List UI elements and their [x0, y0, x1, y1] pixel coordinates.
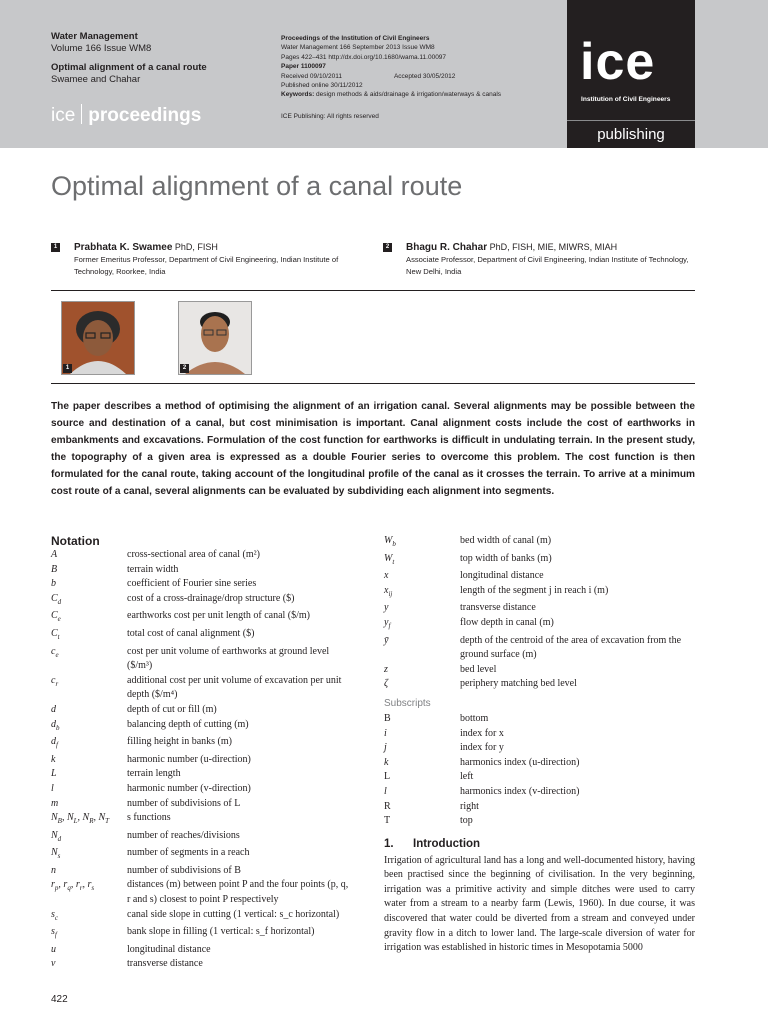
notation-definition: depth of the centroid of the area of excavation from the ground surface (m) — [460, 634, 682, 661]
brand-proceedings: proceedings — [88, 105, 202, 126]
notation-definition: cost of a cross-drainage/drop structure ($) — [127, 592, 295, 604]
notation-definition: terrain width — [127, 563, 179, 575]
notation-list-right — [384, 534, 695, 692]
section-heading — [384, 837, 695, 854]
author-affiliation: Associate Professor, Department of Civil Engineering, Indian Institute of Technology, New Delhi, India — [406, 255, 689, 276]
notation-row — [384, 616, 695, 634]
journal-volume: Volume 166 Issue WM8 — [51, 43, 152, 54]
notation-definition: earthworks cost per unit length of canal ($/m) — [127, 610, 310, 622]
notation-row — [51, 735, 351, 753]
notation-row — [384, 712, 695, 727]
notation-symbol: $s_f$ — [51, 926, 57, 940]
introduction-text: Irrigation of agricultural land has a long and well-documented history, having been practised since the beginning of civilisation. In the very beginning, irrigation was a primitive activity and simple ditches were used to carry water from a stream to a nearby farm (Lewis, 1960). In due course, it was discovered that water could be diverted from a stream and conveyed under gravity flow in a ditch to lower land. The large-scale diversion of water for irrigation was established in historic times in Mesopotamia 5000 — [384, 854, 695, 954]
notation-definition: additional cost per unit volume of excavation per unit depth ($/m⁴) — [127, 674, 342, 701]
notation-row — [51, 703, 351, 718]
author-degrees: PhD, FISH, MIE, MIWRS, MIAH — [487, 242, 618, 252]
notation-definition: depth of cut or fill (m) — [127, 703, 217, 715]
notation-definition: balancing depth of cutting (m) — [127, 718, 249, 730]
portrait-2-image — [179, 302, 251, 374]
notation-row — [51, 878, 351, 907]
notation-symbol: $y_f$ — [384, 616, 391, 630]
notation-definition: flow depth in canal (m) — [460, 616, 554, 628]
notation-definition: coefficient of Fourier sine series — [127, 578, 257, 590]
notation-symbol: z — [384, 663, 388, 675]
notation-symbol: $d_b$ — [51, 718, 60, 732]
keywords-text: design methods & aids/drainage & irrigation/waterways & canals — [314, 91, 502, 99]
notation-definition: transverse distance — [127, 958, 203, 970]
keywords-label: Keywords: — [281, 91, 315, 99]
author-block-2 — [406, 241, 696, 278]
notation-row — [51, 548, 351, 563]
notation-row — [51, 674, 351, 703]
notation-definition: canal side slope in cutting (1 vertical: s_c horizontal) — [127, 908, 340, 920]
notation-row — [384, 663, 695, 678]
logo-institution: Institution of Civil Engineers — [581, 96, 671, 103]
notation-definition: number of subdivisions of B — [127, 864, 241, 876]
notation-definition: cost per unit volume of earthworks at ground level ($/m³) — [127, 645, 330, 672]
logo-publishing: publishing — [597, 126, 665, 143]
journal-name: Water Management — [51, 31, 138, 42]
rights-statement: ICE Publishing: All rights reserved — [281, 112, 379, 120]
notation-row — [384, 584, 695, 602]
notation-symbol: $C_t$ — [51, 627, 60, 641]
notation-symbol: $d_f$ — [51, 736, 58, 750]
notation-row — [51, 846, 351, 864]
notation-symbol: x — [384, 570, 389, 582]
notation-symbol: $W_t$ — [384, 552, 395, 566]
author-number-1: 1 — [51, 243, 60, 252]
notation-definition: index for x — [460, 727, 504, 739]
notation-definition: longitudinal distance — [127, 943, 211, 955]
notation-symbol: $c_r$ — [51, 674, 59, 688]
notation-definition: cross-sectional area of canal (m²) — [127, 549, 260, 560]
notation-definition: total cost of canal alignment ($) — [127, 627, 255, 639]
proceedings-title: Proceedings of the Institution of Civil Engineers — [281, 35, 430, 42]
notation-symbol: d — [51, 703, 56, 715]
notation-definition: s functions — [127, 812, 171, 824]
notation-definition: bank slope in filling (1 vertical: s_f horizontal) — [127, 926, 315, 938]
notation-row — [51, 609, 351, 627]
notation-definition: longitudinal distance — [460, 570, 544, 582]
author-degrees: PhD, FISH — [172, 242, 218, 252]
notation-symbol: $N_s$ — [51, 847, 61, 861]
publication-details — [281, 34, 566, 121]
notation-definition: bed level — [460, 663, 497, 675]
notation-definition: harmonic number (u-direction) — [127, 753, 251, 765]
notation-row — [51, 563, 351, 578]
notation-symbol: $s_c$ — [51, 908, 59, 922]
notation-symbol: B — [384, 712, 391, 724]
notation-definition: distances (m) between point P and the four points (p, q, r and s) closest to point P respectively — [127, 879, 349, 906]
brand-ice: ice — [51, 105, 76, 126]
accepted-date: Accepted 30/05/2012 — [393, 72, 456, 80]
paper-number: Paper 1100097 — [281, 63, 326, 71]
notation-symbol: l — [384, 785, 387, 797]
notation-symbol: m — [51, 797, 59, 809]
subscripts-list — [384, 712, 695, 829]
received-date: Received 09/10/2011 — [281, 72, 342, 80]
notation-symbol: $c_e$ — [51, 645, 59, 659]
notation-row — [384, 677, 695, 692]
ice-publishing-logo — [567, 0, 695, 148]
notation-row — [384, 785, 695, 800]
notation-row — [384, 741, 695, 756]
portrait-1-image — [62, 302, 134, 374]
notation-list-left — [51, 548, 351, 972]
author-number-2: 2 — [383, 243, 392, 252]
notation-row — [51, 908, 351, 926]
running-authors: Swamee and Chahar — [51, 74, 141, 85]
notation-row — [51, 925, 351, 943]
notation-symbol: T — [384, 815, 391, 827]
divider — [51, 383, 695, 384]
notation-symbol: l — [51, 782, 54, 794]
notation-row — [51, 957, 351, 972]
notation-row — [384, 534, 695, 552]
notation-symbol: $x_{ij}$ — [384, 584, 393, 598]
author-name: Prabhata K. Swamee — [74, 242, 173, 253]
notation-row — [51, 718, 351, 736]
notation-row — [51, 811, 351, 829]
ice-proceedings-brand — [51, 104, 201, 127]
notation-definition: harmonics index (u-direction) — [460, 756, 580, 768]
notation-row — [51, 797, 351, 812]
right-column — [384, 534, 695, 956]
notation-row — [51, 943, 351, 958]
notation-symbol: n — [51, 864, 56, 876]
notation-row — [51, 753, 351, 768]
notation-row — [384, 727, 695, 742]
author-name: Bhagu R. Chahar — [406, 242, 488, 253]
notation-definition: top width of banks (m) — [460, 552, 552, 564]
notation-row — [384, 634, 695, 663]
notation-definition: length of the segment j in reach i (m) — [460, 584, 609, 596]
notation-symbol: y — [384, 602, 389, 614]
notation-symbol: b — [51, 578, 56, 590]
author-photo-1: 1 — [61, 301, 135, 375]
divider — [51, 290, 695, 291]
notation-symbol: k — [384, 756, 389, 768]
author-block-1 — [74, 241, 369, 278]
notation-symbol: j — [384, 742, 387, 754]
notation-row — [51, 864, 351, 879]
notation-row — [384, 814, 695, 829]
notation-row — [51, 577, 351, 592]
proceedings-issue: Water Management 166 September 2013 Issue WM8 — [281, 44, 435, 52]
notation-definition: number of reaches/divisions — [127, 829, 240, 841]
notation-heading: Notation — [51, 534, 100, 548]
notation-definition: transverse distance — [460, 602, 536, 614]
author-affiliation: Former Emeritus Professor, Department of Civil Engineering, Indian Institute of Technology, Roorkee, India — [74, 255, 339, 276]
notation-symbol: $C_d$ — [51, 592, 62, 606]
notation-symbol: $N_d$ — [51, 829, 62, 843]
keywords — [281, 90, 566, 99]
notation-symbol: A — [51, 549, 58, 560]
notation-row — [51, 645, 351, 674]
subscripts-heading: Subscripts — [384, 697, 431, 709]
notation-row — [51, 627, 351, 645]
notation-symbol: $W_b$ — [384, 535, 396, 548]
notation-symbol: L — [384, 771, 391, 783]
notation-definition: periphery matching bed level — [460, 678, 577, 690]
notation-symbol: v — [51, 958, 56, 970]
notation-row — [51, 782, 351, 797]
notation-definition: harmonic number (v-direction) — [127, 782, 251, 794]
notation-symbol: B — [51, 563, 58, 575]
notation-definition: number of segments in a reach — [127, 847, 250, 859]
notation-definition: index for y — [460, 742, 504, 754]
notation-row — [51, 829, 351, 847]
page-number: 422 — [51, 994, 68, 1005]
notation-symbol: $N_B$, $N_L$, $N_R$, $N_T$ — [51, 812, 110, 826]
notation-symbol: L — [51, 768, 57, 780]
proceedings-pages: Pages 422–431 http://dx.doi.org/10.1680/wama.11.00097 — [281, 53, 447, 61]
notation-definition: terrain length — [127, 768, 181, 780]
notation-symbol: $r_p$, $r_q$, $r_r$, $r_s$ — [51, 879, 95, 893]
logo-ice: ice — [580, 33, 656, 91]
running-title: Optimal alignment of a canal route — [51, 62, 207, 73]
notation-symbol: k — [51, 753, 56, 765]
published-date: Published online 30/11/2012 — [281, 82, 363, 90]
notation-definition: harmonics index (v-direction) — [460, 785, 580, 797]
abstract: The paper describes a method of optimising the alignment of an irrigation canal. Several alignments may be possible between the source and destination of a canal, but cost minimisation is important. Canal alignment costs include the cost of earthworks in embankments and excavations. Formulation of the cost function for earthworks is difficult in undulating terrain. In the present study, the topography of a given area is expressed as a double Fourier series to overcome this problem. The cost function is then formulated for the canal route, taking account of the longitudinal profile of the canal as it crosses the terrain. To arrive at a minimum cost route of a canal, several alignments can be evaluated by subdividing each alignment into segments. — [51, 401, 695, 497]
notation-row — [384, 569, 695, 584]
notation-row — [384, 770, 695, 785]
notation-symbol: ȳ — [384, 634, 389, 646]
notation-definition: top — [460, 815, 473, 827]
notation-definition: right — [460, 800, 479, 812]
notation-symbol: i — [384, 727, 387, 739]
notation-symbol: $C_e$ — [51, 610, 61, 624]
notation-row — [51, 592, 351, 610]
notation-row — [384, 552, 695, 570]
notation-definition: number of subdivisions of L — [127, 797, 241, 809]
notation-row — [384, 800, 695, 815]
journal-info — [51, 31, 207, 86]
section-number: 1. — [384, 837, 394, 850]
notation-row — [384, 601, 695, 616]
author-photo-2: 2 — [178, 301, 252, 375]
notation-symbol: ζ — [384, 678, 389, 690]
notation-row — [51, 767, 351, 782]
section-title: Introduction — [413, 837, 481, 850]
header-band — [0, 0, 768, 148]
notation-symbol: R — [384, 800, 391, 812]
notation-definition: bottom — [460, 712, 489, 724]
article-title: Optimal alignment of a canal route — [51, 171, 463, 201]
notation-symbol: u — [51, 943, 56, 955]
notation-definition: filling height in banks (m) — [127, 736, 232, 748]
notation-definition: bed width of canal (m) — [460, 535, 552, 546]
notation-row — [384, 756, 695, 771]
notation-definition: left — [460, 771, 474, 783]
